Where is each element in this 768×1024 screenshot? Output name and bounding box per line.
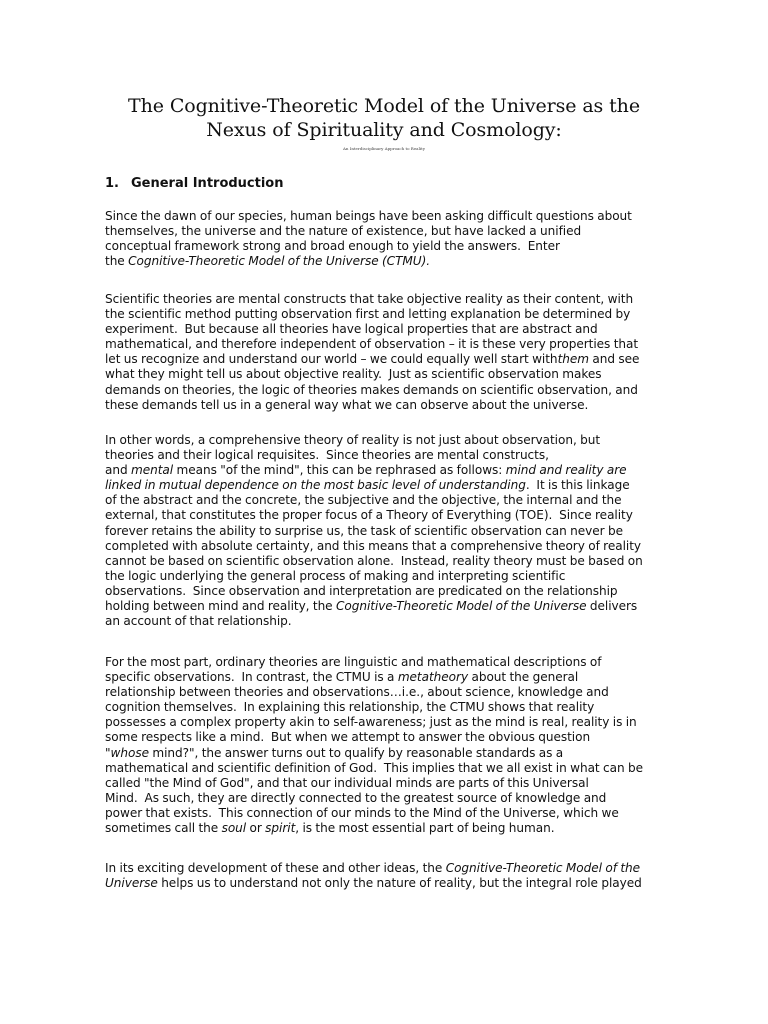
text-run: an account of that relationship.	[105, 614, 292, 629]
text-run: observations. Since observation and interpretation are predicated on the relationship	[105, 583, 618, 598]
italic-text: linked in mutual dependence on the most basic level of understanding	[105, 478, 526, 493]
text-line	[105, 254, 430, 268]
text-line	[105, 700, 594, 714]
text-line	[105, 463, 627, 477]
text-line	[105, 209, 632, 223]
text-run: let us recognize and understand our world – we could equally well start with	[105, 352, 558, 367]
italic-text: soul	[221, 821, 247, 836]
text-line	[105, 539, 641, 553]
text-line	[105, 569, 565, 583]
text-run: specific observations. In contrast, the CTMU is a	[105, 670, 398, 685]
text-line	[105, 352, 639, 366]
text-run: helps us to understand not only the nature of reality, but the integral role played	[157, 876, 642, 891]
text-run: cognition themselves. In explaining this relationship, the CTMU shows that reality	[105, 700, 595, 715]
document-title	[0, 94, 768, 142]
text-run: experiment. But because all theories have logical properties that are abstract and	[105, 322, 598, 337]
text-line	[105, 685, 609, 699]
paragraph	[105, 861, 685, 891]
text-line	[105, 292, 633, 306]
text-run: "	[105, 745, 111, 760]
text-line	[105, 746, 563, 760]
text-run: some respects like a mind. But when we attempt to answer the obvious question	[105, 730, 591, 745]
text-line	[105, 367, 602, 381]
text-line	[105, 398, 588, 412]
text-line	[105, 776, 589, 790]
text-run: Mind. As such, they are directly connected to the greatest source of knowledge and	[105, 790, 607, 805]
text-line	[105, 322, 598, 336]
text-run: called "the Mind of God", and that our individual minds are parts of this Universal	[105, 775, 589, 790]
text-run: themselves, the universe and the nature of existence, but have lacked a unified	[105, 224, 582, 239]
text-run: completed with absolute certainty, and this means that a comprehensive theory of reality	[105, 538, 642, 553]
text-line	[105, 478, 630, 492]
italic-text: them	[557, 352, 589, 367]
text-line	[105, 599, 637, 613]
text-run: these demands tell us in a general way what we can observe about the universe.	[105, 397, 589, 412]
text-line	[105, 806, 619, 820]
text-line	[105, 876, 642, 890]
italic-text: metatheory	[397, 670, 469, 685]
text-run: possesses a complex property akin to self-awareness; just as the mind is real, reality is in	[105, 715, 637, 730]
text-line	[105, 655, 601, 669]
text-run: power that exists. This connection of our minds to the Mind of the Universe, which we	[105, 805, 619, 820]
text-run: external, that constitutes the proper focus of a Theory of Everything (TOE). Since reality	[105, 508, 633, 523]
text-run: Since the dawn of our species, human beings have been asking difficult questions about	[105, 209, 632, 223]
text-run: about the general	[468, 670, 579, 685]
text-run: relationship between theories and observations…i.e., about science, knowledge and	[105, 685, 609, 700]
text-run: demands on theories, the logic of theories makes demands on scientific observation, and	[105, 382, 638, 397]
text-run: the	[105, 254, 129, 269]
title-line-1: The Cognitive-Theoretic Model of the Universe as the	[128, 95, 640, 117]
text-run: the logic underlying the general process of making and interpreting scientific	[105, 568, 566, 583]
text-line	[105, 307, 630, 321]
paragraph	[105, 292, 685, 413]
text-run: mathematical and scientific definition of God. This implies that we all exist in what can be	[105, 760, 644, 775]
text-run: cannot be based on scientific observation alone. Instead, reality theory must be based on	[105, 553, 643, 568]
text-line	[105, 670, 578, 684]
text-run: holding between mind and reality, the	[105, 599, 336, 614]
text-run: delivers	[586, 599, 638, 614]
text-run: means "of the mind", this can be rephrased as follows:	[173, 463, 506, 478]
text-run: mathematical, and therefore independent of observation – it is these very properties that	[105, 337, 639, 352]
italic-text: Universe	[105, 876, 158, 891]
text-run: In its exciting development of these and other ideas, the	[105, 861, 446, 875]
text-run: the scientific method putting observation first and letting explanation be determined by	[105, 307, 631, 322]
text-run: and see	[589, 352, 640, 367]
text-line	[105, 730, 590, 744]
text-line	[105, 224, 581, 238]
text-run: Scientific theories are mental constructs that take objective reality as their content, with	[105, 292, 634, 306]
text-line	[105, 791, 606, 805]
text-run: . It is this linkage	[525, 478, 630, 493]
italic-text: mind and reality are	[505, 463, 627, 478]
text-line	[105, 448, 549, 462]
text-line	[105, 821, 555, 835]
text-line	[105, 715, 637, 729]
title-line-2: Nexus of Spirituality and Cosmology:	[206, 119, 562, 141]
paragraph	[105, 433, 685, 629]
text-line	[105, 433, 600, 447]
text-line	[105, 383, 638, 397]
text-line	[105, 861, 640, 875]
paragraph	[105, 655, 685, 836]
text-line	[105, 584, 618, 598]
text-run: In other words, a comprehensive theory of reality is not just about observation, but	[105, 433, 601, 447]
text-run: theories and their logical requisites. Since theories are mental constructs,	[105, 448, 549, 463]
section-heading-text: General Introduction	[131, 176, 284, 191]
text-run: forever retains the ability to surprise us, the task of scientific observation can never be	[105, 523, 624, 538]
text-run: For the most part, ordinary theories are linguistic and mathematical descriptions of	[105, 655, 602, 669]
italic-text: Cognitive-Theoretic Model of the Universe	[335, 599, 587, 614]
text-line	[105, 614, 292, 628]
section-heading	[105, 175, 284, 192]
text-run: what they might tell us about objective reality. Just as scientific observation makes	[105, 367, 602, 382]
text-run: mind?", the answer turns out to qualify by reasonable standards as a	[148, 745, 564, 760]
italic-text: mental	[131, 463, 174, 478]
text-line	[105, 761, 643, 775]
text-line	[105, 554, 643, 568]
text-run: or	[246, 821, 266, 836]
italic-text: Cognitive-Theoretic Model of the	[445, 861, 641, 875]
text-line	[105, 337, 638, 351]
text-line	[105, 493, 622, 507]
text-run: conceptual framework strong and broad enough to yield the answers. Enter	[105, 239, 560, 254]
paragraph	[105, 209, 685, 269]
document-subtitle: An Interdisciplinary Approach to Reality	[343, 146, 425, 151]
text-run: sometimes call the	[105, 821, 222, 836]
text-line	[105, 508, 633, 522]
section-number: 1.	[105, 176, 119, 191]
italic-text: spirit	[265, 821, 296, 836]
text-line	[105, 239, 560, 253]
text-run: and	[105, 463, 131, 478]
italic-text: whose	[110, 745, 149, 760]
text-run: , is the most essential part of being human.	[295, 821, 555, 836]
italic-text: Cognitive-Theoretic Model of the Universe (CTMU).	[128, 254, 431, 269]
text-line	[105, 524, 623, 538]
text-run: of the abstract and the concrete, the subjective and the objective, the internal and the	[105, 493, 622, 508]
